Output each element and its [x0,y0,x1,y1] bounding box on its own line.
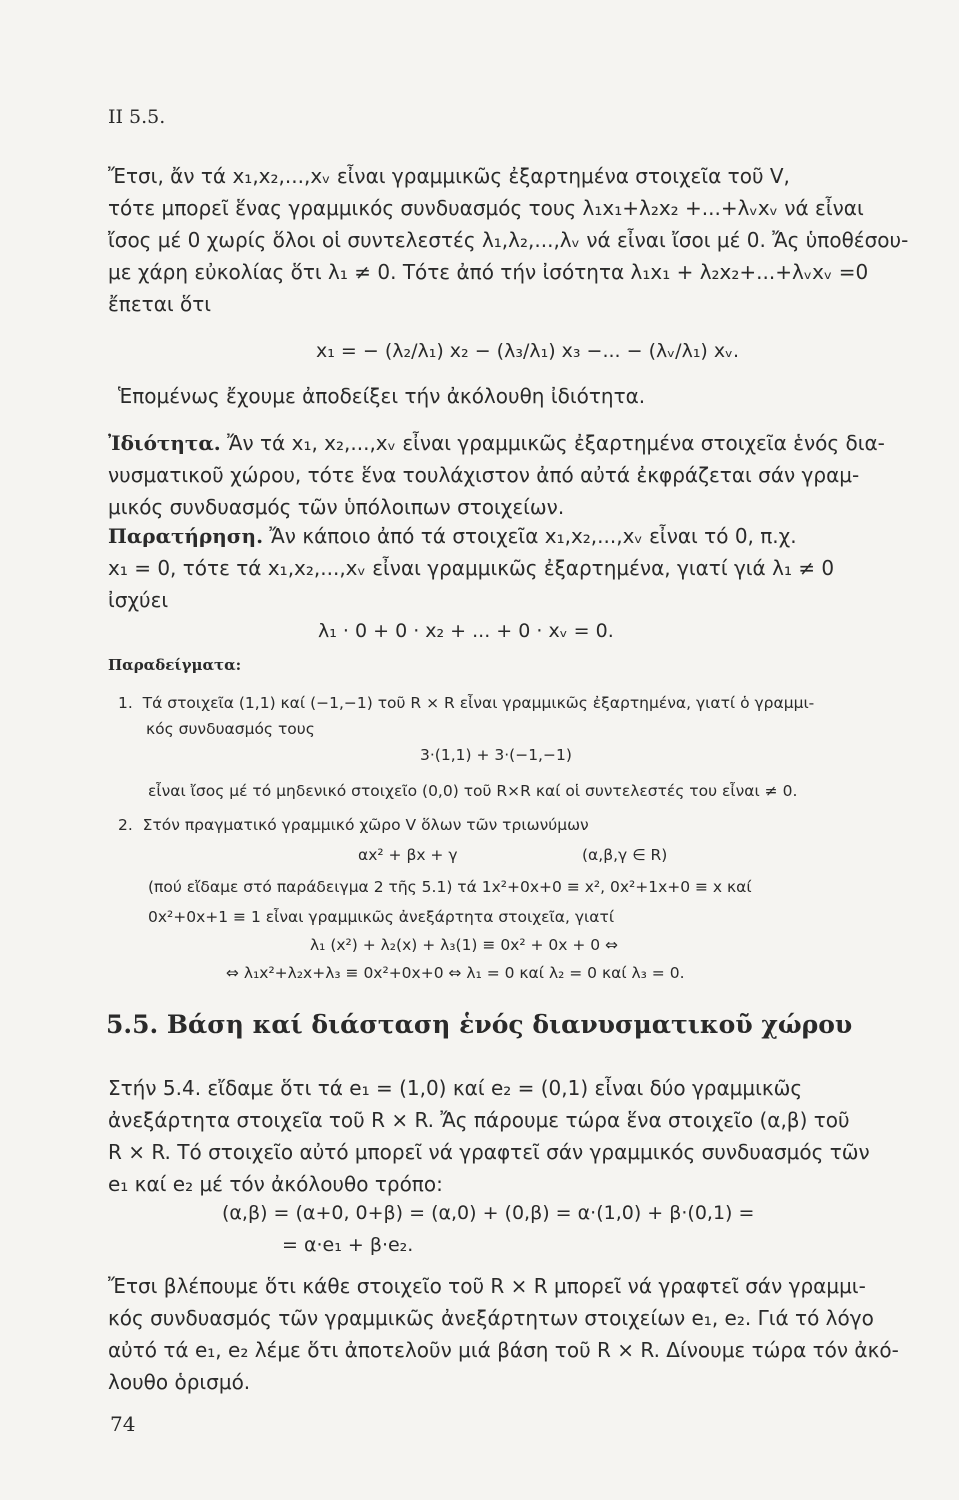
example-number: 1. [118,694,133,712]
equation-ex2-b: ⇔ λ₁x²+λ₂x+λ₃ ≡ 0x²+0x+0 ⇔ λ₁ = 0 καί λ₂ = 0 καί λ₃ = 0. [226,964,685,982]
paragraph-basis-intro [108,1072,870,1200]
property-label: Ἰδιότητα. [108,431,221,455]
text-line: νυσματικοῦ χώρου, τότε ἕνα τουλάχιστον ἀπό αὐτά ἐκφράζεται σάν γραμ- [108,463,860,487]
equation-ex1: 3·(1,1) + 3·(−1,−1) [420,746,572,764]
text-line: 0x²+0x+1 ≡ 1 εἶναι γραμμικῶς ἀνεξάρτητα στοιχεῖα, γιατί [148,908,615,926]
example-1 [118,690,814,742]
text-line: ἴσος μέ 0 χωρίς ὅλοι οἱ συντελεστές λ₁,λ₂,...,λᵥ νά εἶναι ἴσοι μέ 0. Ἄς ὑποθέσου- [108,228,909,252]
paragraph-consequence: Ἑπομένως ἔχουμε ἀποδείξει τήν ἀκόλουθη ἰδιότητα. [118,384,646,408]
text-line: Στήν 5.4. εἴδαμε ὅτι τά e₁ = (1,0) καί e₂ = (0,1) εἶναι δύο γραμμικῶς [108,1076,803,1100]
text-line: (πού εἴδαμε στό παράδειγμα 2 τῆς 5.1) τά 1x²+0x+0 ≡ x², 0x²+1x+0 ≡ x καί [148,878,752,896]
text-line: Ἔτσι, ἄν τά x₁,x₂,...,xᵥ εἶναι γραμμικῶς ἐξαρτημένα στοιχεῖα τοῦ V, [108,164,790,188]
example-number: 2. [118,816,133,834]
paragraph-basis-conclusion [108,1270,899,1398]
remark-label: Παρατήρηση. [108,524,264,548]
text-line: ἔπεται ὅτι [108,292,212,316]
text-line: εἶναι ἴσος μέ τό μηδενικό στοιχεῖο (0,0) τοῦ R×R καί οἱ συντελεστές του εἶναι ≠ 0. [148,782,798,800]
example-2-text [148,872,752,932]
text-line: αὐτό τά e₁, e₂ λέμε ὅτι ἀποτελοῦν μιά βάση τοῦ R × R. Δίνουμε τώρα τόν ἀκό- [108,1338,899,1362]
paragraph-intro [108,160,908,320]
equation-decomposition: (α,β) = (α+0, 0+β) = (α,0) + (0,β) = α·(1,0) + β·(0,1) = [222,1202,755,1224]
text-line: Ἄν κάποιο ἀπό τά στοιχεῖα x₁,x₂,...,xᵥ εἶναι τό 0, π.χ. [269,524,797,548]
equation-basis: = α·e₁ + β·e₂. [282,1234,414,1256]
text-line: Ἄν τά x₁, x₂,...,xᵥ εἶναι γραμμικῶς ἐξαρτημένα στοιχεῖα ἑνός δια- [227,431,885,455]
examples-label: Παραδείγματα: [108,656,242,674]
text-line: Στόν πραγματικό γραμμικό χῶρο V ὅλων τῶν τριωνύμων [142,816,589,834]
equation-condition: (α,β,γ ∈ R) [582,846,668,864]
text-line: ἀνεξάρτητα στοιχεῖα τοῦ R × R. Ἄς πάρουμε τώρα ἕνα στοιχεῖο (α,β) τοῦ [108,1108,850,1132]
running-header: ΙΙ 5.5. [108,106,166,128]
text-line: κός συνδυασμός τῶν γραμμικῶς ἀνεξάρτητων στοιχείων e₁, e₂. Γιά τό λόγο [108,1306,874,1330]
equation-ex2-a: λ₁ (x²) + λ₂(x) + λ₃(1) ≡ 0x² + 0x + 0 ⇔ [310,936,619,954]
text-line: x₁ = 0, τότε τά x₁,x₂,...,xᵥ εἶναι γραμμικῶς ἐξαρτημένα, γιατί γιά λ₁ ≠ 0 [108,556,835,580]
text-line: Ἔτσι βλέπουμε ὅτι κάθε στοιχεῖο τοῦ R × R μπορεῖ νά γραφτεῖ σάν γραμμι- [108,1274,866,1298]
text-line: Τά στοιχεῖα (1,1) καί (−1,−1) τοῦ R × R εἶναι γραμμικῶς ἐξαρτημένα, γιατί ὁ γραμμι- [142,694,815,712]
remark-block [108,520,834,616]
equation-x1: x₁ = − (λ₂/λ₁) x₂ − (λ₃/λ₁) x₃ −... − (λᵥ/λ₁) xᵥ. [316,340,740,362]
section-heading: 5.5. Βάση καί διάσταση ἑνός διανυσματικοῦ χώρου [106,1010,853,1039]
property-block [108,427,885,523]
text-line: κός συνδυασμός τους [146,720,315,738]
equation-remark: λ₁ · 0 + 0 · x₂ + ... + 0 · xᵥ = 0. [318,620,614,642]
text-line: μικός συνδυασμός τῶν ὑπόλοιπων στοιχείων. [108,495,565,519]
equation-trinomial: αx² + βx + γ [358,846,458,864]
text-line: ἰσχύει [108,588,169,612]
text-line: R × R. Τό στοιχεῖο αὐτό μπορεῖ νά γραφτεῖ σάν γραμμικός συνδυασμός τῶν [108,1140,870,1164]
text-line: με χάρη εὐκολίας ὅτι λ₁ ≠ 0. Τότε ἀπό τήν ἰσότητα λ₁x₁ + λ₂x₂+...+λᵥxᵥ =0 [108,260,869,284]
text-line: λουθο ὁρισμό. [108,1370,251,1394]
example-2 [118,812,589,838]
text-line: e₁ καί e₂ μέ τόν ἀκόλουθο τρόπο: [108,1172,443,1196]
page-number: 74 [110,1412,136,1436]
text-line: τότε μπορεῖ ἕνας γραμμικός συνδυασμός τους λ₁x₁+λ₂x₂ +...+λᵥxᵥ νά εἶναι [108,196,864,220]
